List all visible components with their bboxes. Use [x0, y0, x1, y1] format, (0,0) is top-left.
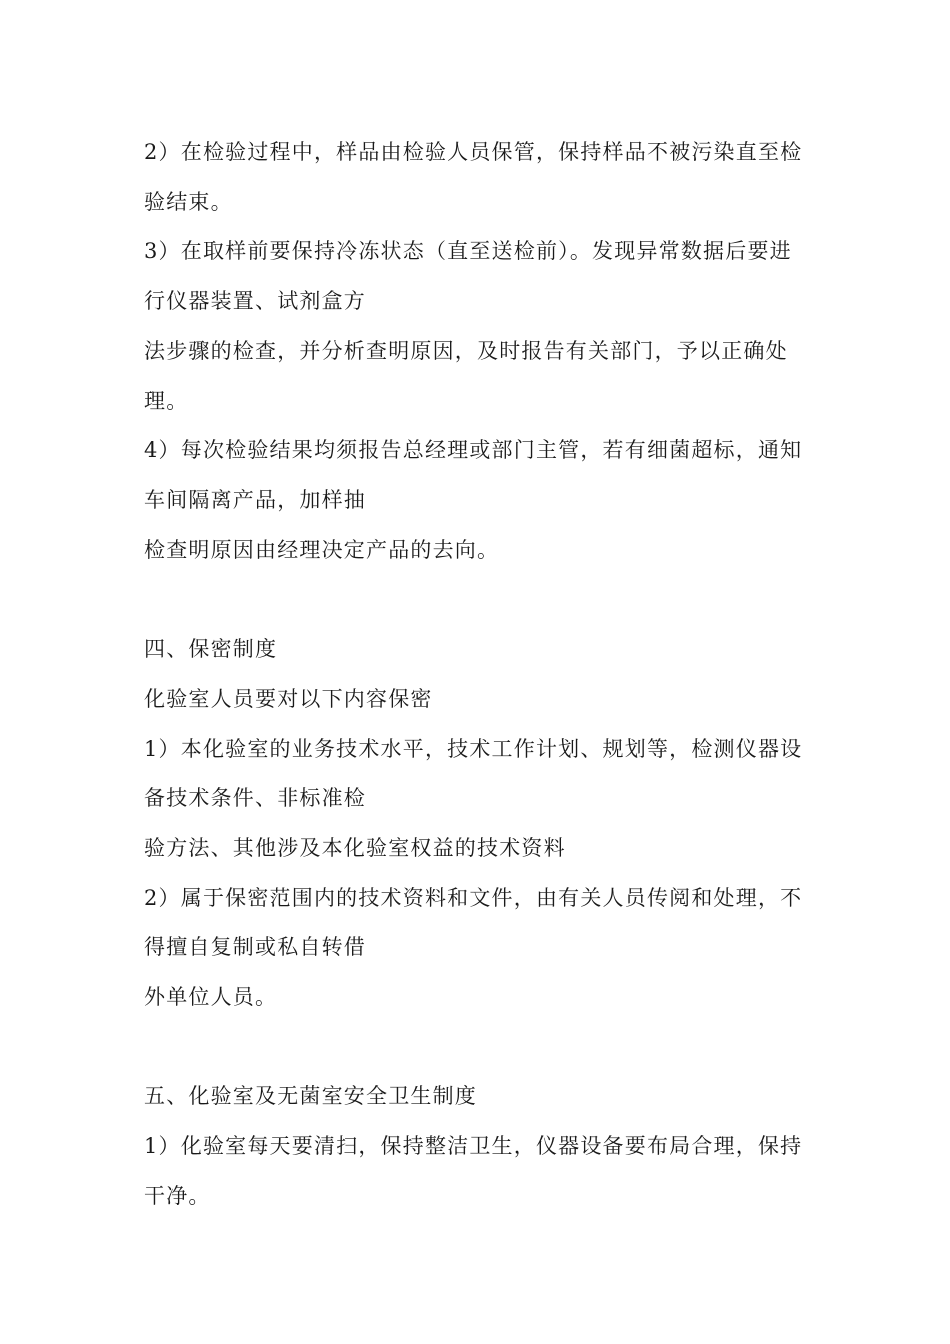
section4-intro: 化验室人员要对以下内容保密	[144, 687, 433, 711]
section5-item1-line2: 干净。	[144, 1184, 211, 1208]
section3-item4-line2: 车间隔离产品，加样抽	[144, 488, 366, 512]
section3-item4-line3: 检查明原因由经理决定产品的去向。	[144, 538, 500, 562]
section3-item2-line1: 2）在检验过程中，样品由检验人员保管，保持样品不被污染直至检	[144, 140, 803, 164]
section5-item1-line1: 1）化验室每天要清扫，保持整洁卫生，仪器设备要布局合理，保持	[144, 1134, 803, 1158]
section3-item3-line2: 行仪器装置、试剂盒方	[144, 289, 366, 313]
section4-heading: 四、保密制度	[144, 637, 278, 661]
section3-item2-line2: 验结束。	[144, 190, 233, 214]
section3-item4-line1: 4）每次检验结果均须报告总经理或部门主管，若有细菌超标，通知	[144, 438, 803, 462]
section4-item2-line3: 外单位人员。	[144, 985, 278, 1009]
section3-item3-line4: 理。	[144, 389, 189, 413]
section4-item1-line1: 1）本化验室的业务技术水平，技术工作计划、规划等，检测仪器设	[144, 737, 803, 761]
section4-item1-line3: 验方法、其他涉及本化验室权益的技术资料	[144, 836, 566, 860]
section5-heading: 五、化验室及无菌室安全卫生制度	[144, 1084, 477, 1108]
section4-item2-line1: 2）属于保密范围内的技术资料和文件，由有关人员传阅和处理，不	[144, 886, 803, 910]
section4-item2-line2: 得擅自复制或私自转借	[144, 935, 366, 959]
section4-item1-line2: 备技术条件、非标准检	[144, 786, 366, 810]
section3-item3-line3: 法步骤的检查，并分析查明原因，及时报告有关部门，予以正确处	[144, 339, 788, 363]
section3-item3-line1: 3）在取样前要保持冷冻状态（直至送检前）。发现异常数据后要进	[144, 239, 792, 263]
